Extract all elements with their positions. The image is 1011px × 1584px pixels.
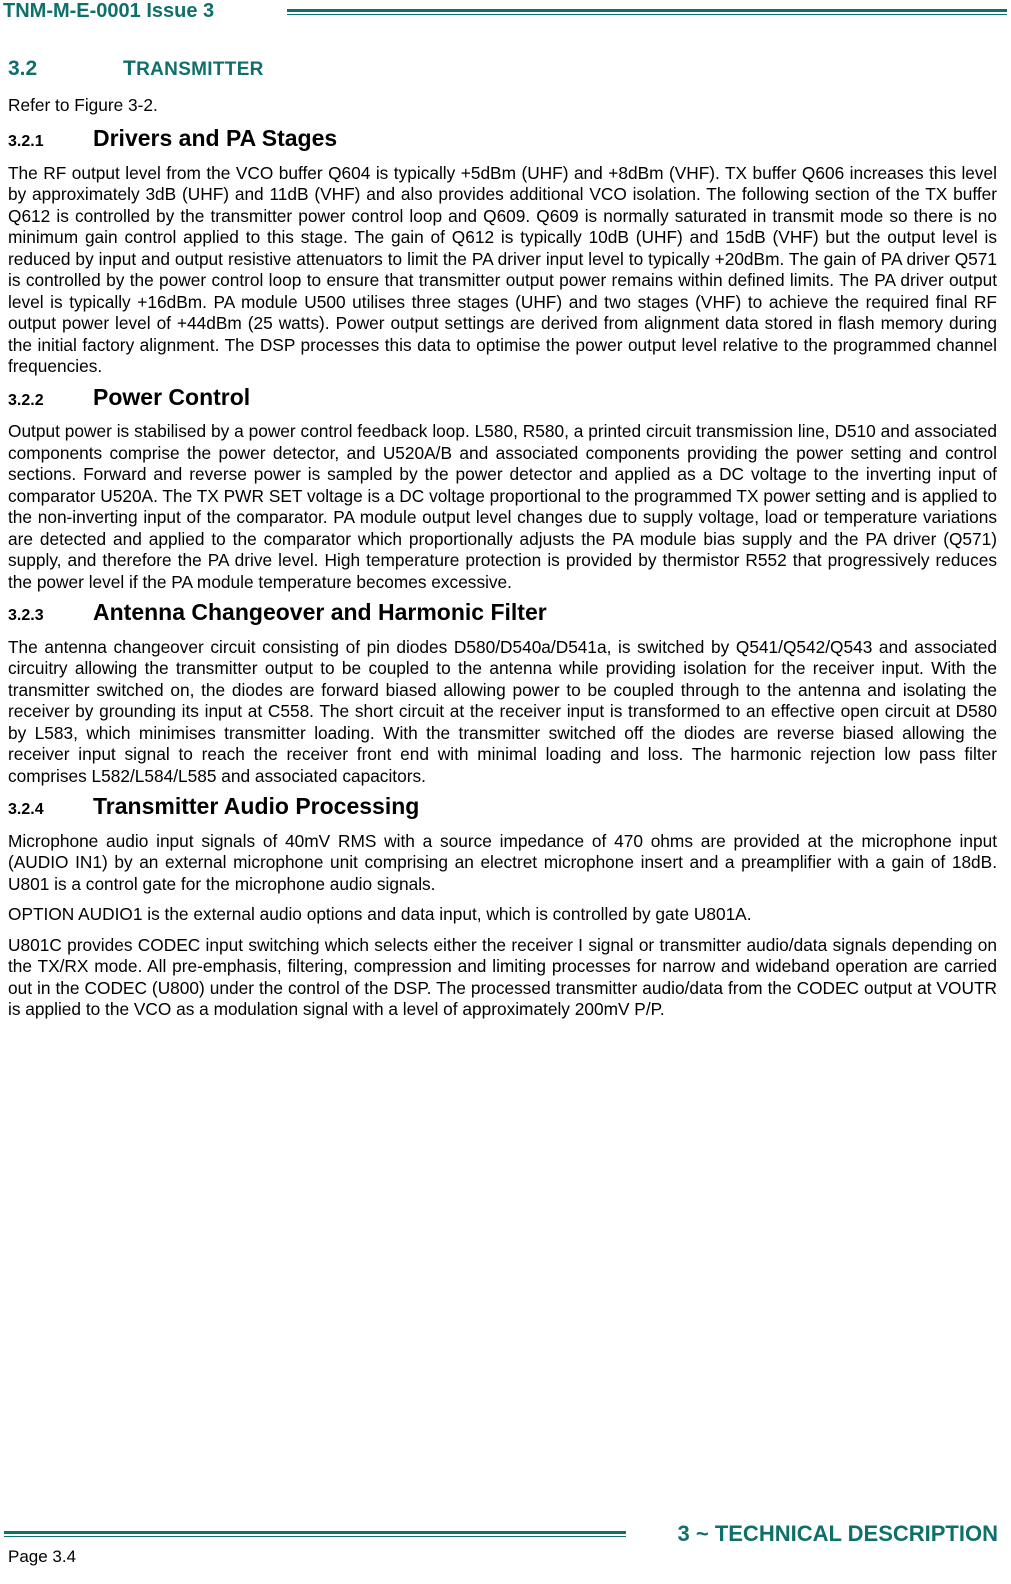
section-intro: Refer to Figure 3-2.: [8, 94, 158, 115]
paragraph: Microphone audio input signals of 40mV RMS with a source impedance of 470 ohms are provided at the microphone input (AUDIO IN1) by an external microphone unit comprising an electret microphone insert and a preamplifier with a gain of 18dB. U801 is a control gate for the microphone audio signals.: [8, 830, 997, 894]
footer-section-label: 3 ~ TECHNICAL DESCRIPTION: [677, 1521, 998, 1546]
paragraph: OPTION AUDIO1 is the external audio options and data input, which is controlled by gate U801A.: [8, 904, 752, 924]
subsection-number: 3.2.4: [8, 801, 44, 818]
subsection-title: Antenna Changeover and Harmonic Filter: [93, 599, 547, 625]
subsection-3-2-4: [8, 793, 997, 1021]
header-rule: [287, 9, 1007, 15]
page-number: Page 3.4: [8, 1547, 77, 1566]
subsection-heading: [8, 793, 997, 821]
page-header: [0, 0, 1011, 24]
subsection-number: 3.2.1: [8, 133, 44, 150]
section-title-rest: RANSMITTER: [136, 59, 264, 80]
subsection-number: 3.2.3: [8, 607, 44, 624]
subsection-number: 3.2.2: [8, 391, 44, 409]
section-title: [123, 58, 264, 81]
subsection-3-2-3: [8, 599, 997, 787]
section-heading: [8, 58, 997, 81]
subsection-heading: [8, 383, 997, 412]
paragraph: Output power is stabilised by a power control feedback loop. L580, R580, a printed circuit transmission line, D510 and associated components comprise the power detector, and U520A/B and associated components providing the power setting and control sections. Forward and reverse power is sampled by the power detector and applied as a DC voltage to the inverting input of comparator U520A. The TX PWR SET voltage is a DC voltage proportional to the programmed TX power setting and is applied to the non-inverting input of the comparator. PA module output level changes due to supply voltage, load or temperature variations are detected and applied to the comparator which proportionally adjusts the PA module bias supply and the PA driver (Q571) supply, and therefore the PA drive level. High temperature protection is provided by thermistor R552 that progressively reduces the power level if the PA module temperature becomes excessive.: [8, 421, 997, 592]
subsection-heading: [8, 599, 997, 627]
page-content: [8, 58, 997, 1030]
subsection-3-2-1: [8, 125, 997, 378]
subsection-title: Power Control: [93, 383, 251, 410]
paragraph: The antenna changeover circuit consisting of pin diodes D580/D540a/D541a, is switched by Q541/Q542/Q543 and associated circuitry allowing the transmitter output to be coupled to the antenna while providing isolation for the receiver input. With the transmitter switched on, the diodes are forward biased allowing power to be coupled through to the antenna and isolating the receiver by grounding its input at C558. The short circuit at the receiver input is transformed to an effective open circuit at D580 by L583, which minimises transmitter loading. With the transmitter switched off the diodes are reverse biased allowing the receiver input signal to reach the receiver front end with minimal loading and loss. The harmonic rejection low pass filter comprises L582/L584/L585 and associated capacitors.: [8, 636, 997, 786]
section-title-initial: T: [123, 57, 137, 80]
subsection-title: Drivers and PA Stages: [93, 125, 338, 151]
section-number: 3.2: [8, 57, 38, 80]
subsection-3-2-2: [8, 383, 997, 594]
footer-rule: [4, 1531, 626, 1537]
document-id: TNM-M-E-0001 Issue 3: [3, 0, 215, 22]
paragraph: U801C provides CODEC input switching which selects either the receiver I signal or transmitter audio/data signals depending on the TX/RX mode. All pre-emphasis, filtering, compression and limiting processes for narrow and wideband operation are carried out in the CODEC (U800) under the control of the DSP. The processed transmitter audio/data from the CODEC output at VOUTR is applied to the VCO as a modulation signal with a level of approximately 200mV P/P.: [8, 934, 997, 1019]
paragraph: The RF output level from the VCO buffer Q604 is typically +5dBm (UHF) and +8dBm (VHF). TX buffer Q606 increases this level by approximately 3dB (UHF) and 11dB (VHF) and also provides additional VCO isolation. The following section of the TX buffer Q612 is controlled by the transmitter power control loop and Q609. Q609 is normally saturated in transmit mode so there is no minimum gain control applied to this stage. The gain of Q612 is typically 10dB (UHF) and 15dB (VHF) but the output level is reduced by input and output resistive attenuators to limit the PA driver input level to typically +20dBm. The gain of PA driver Q571 is controlled by the power control loop to ensure that transmitter output power remains within defined limits. The PA driver output level is typically +16dBm. PA module U500 utilises three stages (UHF) and two stages (VHF) to achieve the required final RF output power level of +44dBm (25 watts). Power output settings are derived from alignment data stored in flash memory during the initial factory alignment. The DSP processes this data to optimise the power output level relative to the programmed channel frequencies.: [8, 162, 997, 376]
subsection-title: Transmitter Audio Processing: [93, 793, 420, 819]
subsection-heading: [8, 125, 997, 153]
